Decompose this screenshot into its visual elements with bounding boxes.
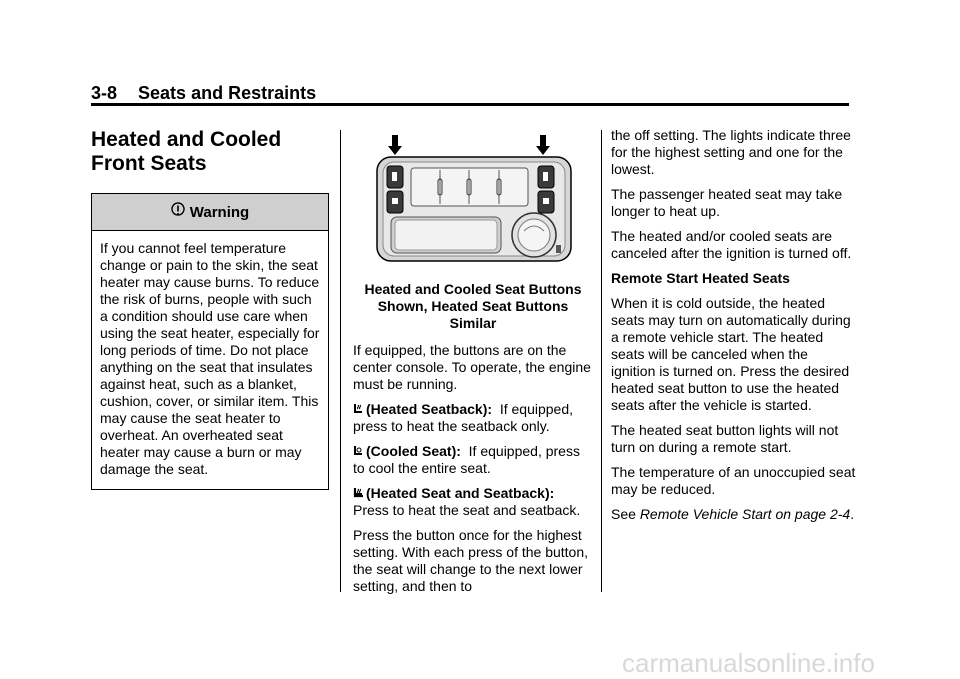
warning-header — [92, 194, 328, 231]
arrow-down-icon — [388, 135, 402, 155]
heated-seat-item — [353, 485, 593, 519]
period: . — [850, 506, 855, 522]
cooled-seat-icon — [353, 444, 364, 456]
cooled-seat-term: (Cooled Seat): — [366, 443, 461, 459]
heated-seatback-icon — [353, 402, 364, 414]
section-title: Seats and Restraints — [138, 83, 317, 103]
paragraph: When it is cold outside, the heated seats may turn on automatically during a remote vehicle start. The heated seats will be canceled when the ignition is turned on. Press the desired heated seat button to use the heated seats after the vehicle is started. — [611, 295, 851, 413]
heated-seatback-text: If equipped, press to heat the seatback only. — [353, 401, 573, 434]
heated-seat-term: (Heated Seat and Seatback): — [366, 485, 555, 501]
reference-link[interactable]: Remote Vehicle Start on page 2-4 — [639, 506, 851, 522]
cooled-seat-text: If equipped, press to cool the entire seat. — [353, 443, 580, 476]
paragraph: The temperature of an unoccupied seat may be reduced. — [611, 464, 856, 497]
cooled-seat-item — [353, 443, 593, 477]
paragraph: The heated seat button lights will not turn on during a remote start. — [611, 422, 839, 455]
column-divider-1 — [340, 130, 341, 592]
column-divider-2 — [601, 130, 602, 592]
arrow-down-icon — [536, 135, 550, 155]
page-number: 3-8 — [91, 83, 118, 103]
paragraph: If equipped, the buttons are on the center console. To operate, the engine must be running. — [353, 342, 591, 392]
warning-label: Warning — [189, 203, 250, 221]
heated-seatback-item — [353, 401, 593, 435]
warning-text: If you cannot feel temperature change or pain to the skin, the seat heater may cause burns. To reduce the risk of burns, people with such a condition should use care when using the seat heater, especially for long periods of time. Do not place anything on the seat that insulates against heat, such as a blanket, cushion, cover, or similar item. This may cause the seat heater to overheat. An overheated seat heater may cause a burn or may damage the seat. — [100, 240, 320, 477]
header-rule — [91, 103, 849, 106]
subheading: Remote Start Heated Seats — [611, 270, 790, 286]
column-2 — [353, 135, 593, 603]
paragraph: the off setting. The lights indicate three for the highest setting and one for the lowest. — [611, 127, 851, 177]
paragraph: The heated and/or cooled seats are canceled after the ignition is turned off. — [611, 228, 852, 261]
paragraph: Press the button once for the highest setting. With each press of the button, the seat will change to the next lower setting, and then to — [353, 527, 589, 594]
heated-seatback-term: (Heated Seatback): — [366, 401, 493, 417]
page-header — [91, 83, 316, 104]
cross-reference — [611, 506, 856, 523]
warning-icon — [171, 202, 185, 222]
heated-seat-text: Press to heat the seat and seatback. — [353, 502, 581, 518]
paragraph: The passenger heated seat may take longer to heat up. — [611, 186, 843, 219]
section-heading: Heated and Cooled Front Seats — [91, 128, 282, 175]
warning-box — [91, 193, 329, 490]
watermark: carmanualsonline.info — [622, 648, 875, 678]
heated-seat-icon — [353, 486, 364, 498]
figure-caption: Heated and Cooled Seat Buttons Shown, Heated Seat Buttons Similar — [364, 281, 582, 331]
see-label: See — [611, 506, 636, 522]
seat-button-panel-illustration — [353, 135, 593, 275]
column-1 — [91, 128, 331, 490]
column-3 — [611, 127, 856, 531]
